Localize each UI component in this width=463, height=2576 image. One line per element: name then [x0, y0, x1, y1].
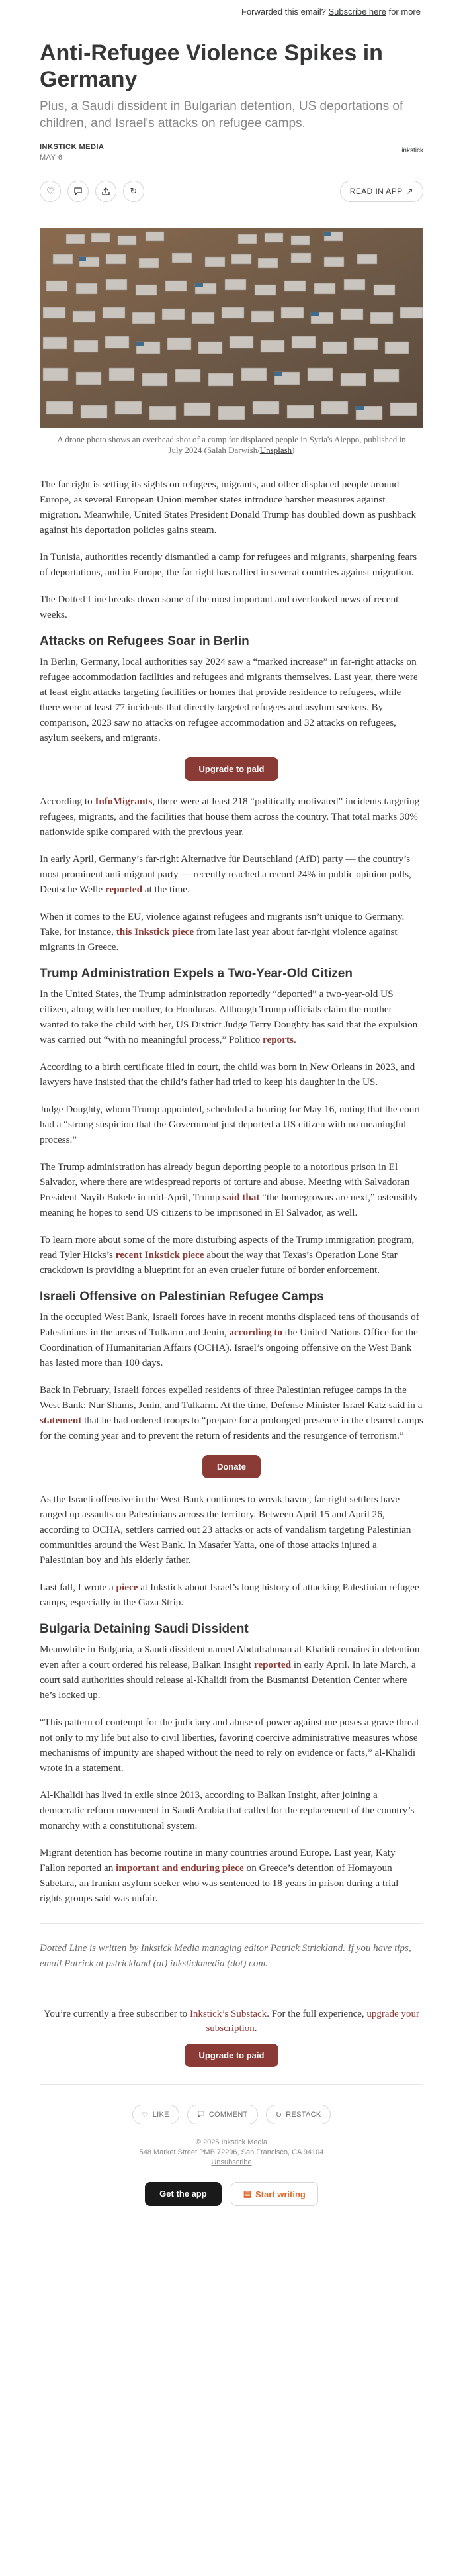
trump-paragraph-5	[40, 1232, 423, 1278]
berlin-p2-text-a: According to	[40, 796, 95, 807]
unsubscribe-link[interactable]: Unsubscribe	[211, 2158, 252, 2166]
israel-paragraph-2	[40, 1382, 423, 1443]
footer-actions	[40, 2105, 423, 2124]
balkan-reported-link[interactable]: reported	[253, 1659, 292, 1670]
trump-p5-text-a: To learn more about some of the more disturbing aspects of the Trump immigration program, read Tyler Hicks’s	[40, 1234, 415, 1261]
intro-paragraph-1: The far right is setting its sights on refugees, migrants, and other displaced people around Europe, as several European Union member states introduce harsher measures against migration. Meanwhile, United States President Donald Trump has doubled down as pushback against his deportation policies gains steam.	[40, 479, 417, 536]
app-buttons	[40, 2182, 423, 2206]
trump-p5-text-b: about the way that Texas’s Operation Lone Star crackdown is providing a blueprint for an even crueler future of border enforcement.	[40, 1249, 398, 1276]
trump-paragraph-2: According to a birth certificate filed in court, the child was born in New Orleans in 2023, and lawyers have insisted that the child’s father had tried to keep his daughter in the US.	[40, 1061, 415, 1088]
israel-p1-text-a: In the occupied West Bank, Israeli forces have in recent months displaced tens of thousands of Palestinians in the areas of Tulkarm and Jenin,	[40, 1312, 419, 1338]
sub-text-b: . For the full experience,	[267, 2009, 367, 2019]
trump-paragraph-1	[40, 986, 423, 1047]
read-in-app-label: READ IN APP	[349, 187, 403, 196]
heart-icon[interactable]: ♡	[40, 181, 61, 202]
restack-button[interactable]	[266, 2105, 331, 2124]
intro-paragraph-2: In Tunisia, authorities recently dismantled a camp for refugees and migrants, sharpening fears of deportations, and in Europe, the far right has rallied in several countries against migration.	[40, 551, 417, 578]
hero-image[interactable]	[40, 228, 423, 428]
comment-icon[interactable]	[67, 181, 89, 202]
berlin-p3-text-b: at the time.	[142, 884, 190, 895]
israel-p4-text-a: Last fall, I wrote a	[40, 1582, 116, 1593]
hero-caption	[40, 434, 423, 455]
post-title[interactable]: Anti-Refugee Violence Spikes in Germany	[40, 40, 383, 92]
israel-p4-text-b: at Inkstick about Israel’s long history of attacking Palestinian refugee camps, especially in the Gaza Strip.	[40, 1582, 419, 1608]
substack-logo-icon: ▤	[243, 2189, 251, 2199]
read-in-app-button[interactable]	[340, 181, 423, 202]
trump-p1-text-a: In the United States, the Trump administration reportedly “deported” a two-year-old US citizen, along with her mother, to Honduras. Although Trump officials claim the mother wanted to take the child with her, US District Judge Terry Doughty has said that the expulsion was carried out “with no meaningful process,” Politico	[40, 988, 418, 1045]
politico-reports-link[interactable]: reports	[263, 1034, 294, 1045]
trump-p1-text-b: .	[293, 1034, 296, 1045]
post-meta	[40, 143, 423, 162]
get-the-app-button[interactable]: Get the app	[145, 2182, 222, 2206]
footer-divider	[40, 2084, 423, 2085]
restack-icon: ↻	[275, 2111, 282, 2119]
comment-label: COMMENT	[208, 2111, 248, 2119]
berlin-p4-text-b: from late last year about far-right violence against migrants in Greece.	[40, 926, 398, 953]
berlin-paragraph-3	[40, 851, 423, 897]
berlin-paragraph-2	[40, 794, 423, 839]
comment-icon	[197, 2110, 205, 2120]
bulgaria-p1-text-a: Meanwhile in Bulgaria, a Saudi dissident named Abdulrahman al-Khalidi remains in detention even after a court ordered his release, Balkan Insight	[40, 1644, 420, 1670]
intro-paragraph-3: The Dotted Line breaks down some of the most important and overlooked news of recent weeks.	[40, 594, 399, 620]
restack-label: RESTACK	[286, 2111, 321, 2119]
substack-link[interactable]: Inkstick’s Substack	[189, 2009, 267, 2019]
author-note: Dotted Line is written by Inkstick Media managing editor Patrick Strickland. If you have tips, email Patrick at pstrickland (at) inkstickmedia (dot) com.	[40, 1943, 411, 1969]
publication-logo: inkstick	[401, 147, 423, 154]
forward-suffix: for more	[388, 7, 421, 17]
section-divider	[40, 1923, 423, 1924]
berlin-p2-text-b: , there were at least 218 “politically motivated” incidents targeting refugees, migrants, and the facilities that house them across the country. That total marks 30% nationwide spike compared with the previous year.	[40, 796, 420, 837]
according-to-link[interactable]: according to	[229, 1327, 282, 1338]
section-heading-bulgaria: Bulgaria Detaining Saudi Dissident	[40, 1622, 249, 1636]
israel-paragraph-1	[40, 1310, 423, 1370]
upgrade-subscription-link[interactable]: upgrade your subscription	[206, 2009, 419, 2034]
address: 548 Market Street PMB 72296, San Francisco, CA 94104	[139, 2148, 324, 2156]
publication-name[interactable]: INKSTICK MEDIA	[40, 143, 105, 151]
section-heading-berlin: Attacks on Refugees Soar in Berlin	[40, 634, 249, 648]
trump-paragraph-3: Judge Doughty, whom Trump appointed, scheduled a hearing for May 16, noting that the court had a “strong suspicion that the Government just deported a US citizen with no meaningful process.”	[40, 1104, 421, 1145]
sub-text-c: .	[254, 2023, 257, 2034]
inkstick-piece-link[interactable]: this Inkstick piece	[116, 926, 194, 937]
trump-p4-text-b: “the homegrowns are next,” ostensibly meaning he hopes to send US citizens to be imprisoned in El Salvador, as well.	[40, 1192, 419, 1218]
israel-p1-text-b: the United Nations Office for the Coordination of Humanitarian Affairs (OCHA). Israel’s ongoing offensive on the West Bank has lasted more than 100 days.	[40, 1327, 418, 1368]
subscribe-link[interactable]: Subscribe here	[328, 7, 386, 17]
post-subtitle: Plus, a Saudi dissident in Bulgarian detention, US deportations of children, and Israel's attacks on refugee camps.	[40, 99, 403, 130]
trump-p4-text-a: The Trump administration has already begun deporting people to a notorious prison in El Salvador, where there are widespread reports of torture and abuse. Meeting with Salvadoran President Nayib Bukele in mid-April, Trump	[40, 1161, 410, 1203]
bulgaria-paragraph-2: “This pattern of contempt for the judiciary and abuse of power against me poses a grave threat not only to my life but also to civil liberties, favoring coercive administrative measures whose mechanisms of impunity are shaped without the need to rely on evidence or facts,” al-Khalidi wrote in a statement.	[40, 1717, 419, 1774]
dw-reported-link[interactable]: reported	[105, 884, 143, 895]
caption-credit-link[interactable]: Unsplash	[259, 445, 292, 455]
berlin-paragraph-4	[40, 909, 423, 955]
israel-paragraph-4	[40, 1580, 423, 1610]
post-actions	[40, 180, 423, 203]
israel-p2-text-a: Back in February, Israeli forces expelled residents of three Palestinian refugee camps in the West Bank: Nur Shams, Jenin, and Tulkarm. At the time, Defense Minister Israel Katz said in a	[40, 1384, 423, 1411]
arrow-up-right-icon: ↗	[406, 187, 413, 196]
restack-icon[interactable]: ↻	[123, 181, 144, 202]
forward-text: Forwarded this email?	[241, 7, 326, 17]
trump-paragraph-4	[40, 1159, 423, 1220]
recent-inkstick-piece-link[interactable]: recent Inkstick piece	[115, 1249, 204, 1261]
upgrade-to-paid-footer-button[interactable]: Upgrade to paid	[185, 2044, 279, 2067]
share-icon[interactable]	[95, 181, 116, 202]
section-heading-trump: Trump Administration Expels a Two-Year-Old Citizen	[40, 967, 353, 980]
statement-link[interactable]: statement	[40, 1415, 82, 1426]
section-heading-israel: Israeli Offensive on Palestinian Refugee Camps	[40, 1290, 324, 1304]
like-button[interactable]	[132, 2105, 179, 2124]
infomigrants-link[interactable]: InfoMigrants	[95, 796, 153, 807]
bulgaria-p4-text-b: on Greece’s detention of Homayoun Sabetara, an Iranian asylum seeker who was sentenced to 18 years in prison during a trial rights groups said was unfair.	[40, 1862, 399, 1904]
trump-said-link[interactable]: said that	[222, 1192, 260, 1203]
caption-text: A drone photo shows an overhead shot of a camp for displaced people in Syria's Aleppo, published in July 2024 (Salah Darwish/	[57, 434, 406, 455]
start-writing-label: Start writing	[255, 2189, 306, 2199]
berlin-paragraph-1: In Berlin, Germany, local authorities say 2024 saw a “marked increase” in far-right attacks on refugee accommodation facilities and refugees and migrants themselves. Last year, there were at least eight attacks targeting facilities or homes that provide residence to refugees, while there were at least 77 incidents that directly targeted refugees and asylum seekers. By comparison, 2023 saw no attacks on refugee accommodation and 32 attacks on refugees, asylum seekers, and migrants.	[40, 656, 418, 743]
copyright: © 2025 Inkstick Media	[195, 2138, 268, 2146]
caption-end: )	[292, 445, 295, 455]
forward-notice	[0, 0, 463, 20]
enduring-piece-link[interactable]: important and enduring piece	[116, 1862, 244, 1874]
post-date: MAY 6	[40, 154, 63, 162]
sub-text-a: You’re currently a free subscriber to	[44, 2009, 190, 2019]
bulgaria-paragraph-4	[40, 1845, 423, 1906]
bulgaria-p4-text-a: Migrant detention has become routine in many countries around Europe. Last year, Katy Fallon reported an	[40, 1847, 396, 1874]
donate-button[interactable]: Donate	[202, 1455, 261, 1478]
bulgaria-p1-text-b: in early April. In late March, a court said authorities should release al-Khalidi from the Busmantsi Detention Center where he’s locked up.	[40, 1659, 416, 1701]
israel-paragraph-3: As the Israeli offensive in the West Bank continues to wreak havoc, far-right settlers have ranged up assaults on Palestinians across the territory. Between April 15 and April 26, according to OCHA, settlers carried out 23 attacks or acts of vandalism targeting Palestinian communities around the West Bank. In Masafer Yatta, one of those attacks injured a Palestinian boy and his elderly father.	[40, 1494, 411, 1566]
start-writing-button[interactable]	[231, 2182, 318, 2206]
footer	[40, 2138, 423, 2168]
like-label: LIKE	[152, 2111, 169, 2119]
bulgaria-paragraph-1	[40, 1642, 423, 1703]
piece-link[interactable]: piece	[116, 1582, 138, 1593]
comment-button[interactable]	[187, 2105, 258, 2124]
subscription-note	[40, 2007, 423, 2036]
upgrade-to-paid-button[interactable]: Upgrade to paid	[185, 757, 279, 781]
berlin-p3-text-a: In early April, Germany’s far-right Alternative für Deutschland (AfD) party — the country’s most prominent anti-migrant party — recently reached a record 24% in public opinion polls, Deutsche Welle	[40, 853, 411, 895]
israel-p2-text-b: that he had ordered troops to “prepare for a prolonged presence in the cleared camps for the coming year and to prevent the return of residents and the resurgence of terrorism.”	[40, 1415, 423, 1441]
berlin-p4-text-a: When it comes to the EU, violence against refugees and migrants isn’t unique to Germany. Take, for instance,	[40, 911, 405, 937]
heart-icon: ♡	[142, 2111, 149, 2119]
bulgaria-paragraph-3: Al-Khalidi has lived in exile since 2013, according to Balkan Insight, after joining a democratic reform movement in Saudi Arabia that called for the replacement of the country’s monarchy with a constitutional system.	[40, 1789, 415, 1831]
